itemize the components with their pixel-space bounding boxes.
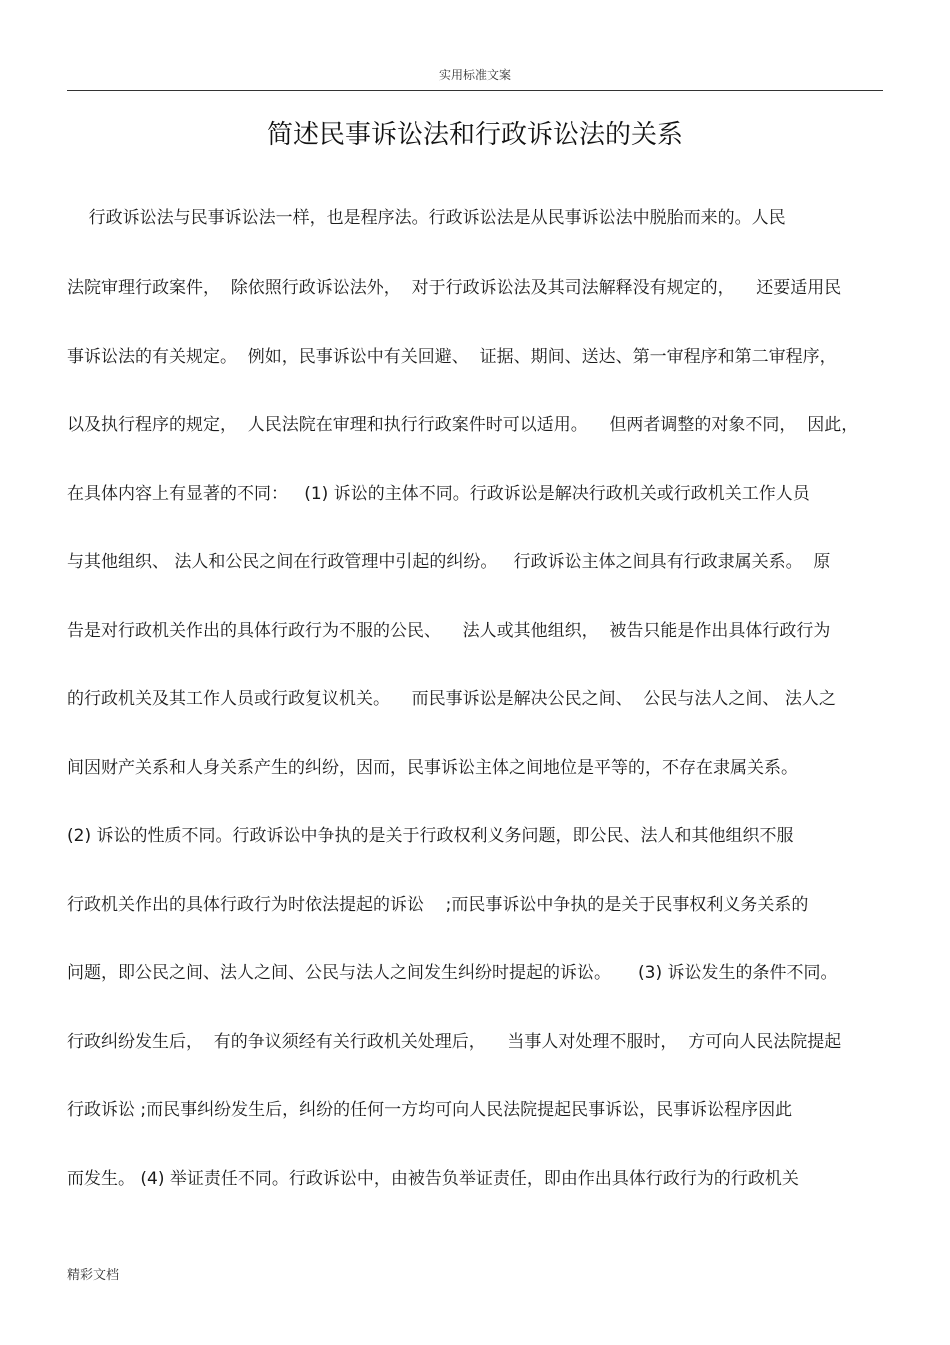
body-line: 行政机关作出的具体行政行为时依法提起的诉讼 ;而民事诉讼中争执的是关于民事权利义务关系的 <box>67 895 809 915</box>
body-line: 的行政机关及其工作人员或行政复议机关。 而民事诉讼是解决公民之间、 公民与法人之间、 法人之 <box>67 689 836 709</box>
body-line: 间因财产关系和人身关系产生的纠纷，因而，民事诉讼主体之间地位是平等的，不存在隶属关系。 <box>67 758 798 778</box>
body-line: 问题，即公民之间、法人之间、公民与法人之间发生纠纷时提起的诉讼。 (3) 诉讼发生的条件不同。 <box>67 963 838 983</box>
body-line: 行政诉讼法与民事诉讼法一样，也是程序法。行政诉讼法是从民事诉讼法中脱胎而来的。人民 <box>67 208 786 228</box>
body-line: 法院审理行政案件， 除依照行政诉讼法外， 对于行政诉讼法及其司法解释没有规定的， 还要适用民 <box>67 278 842 298</box>
page-header: 实用标准文案 <box>438 68 511 82</box>
body-line: 与其他组织、 法人和公民之间在行政管理中引起的纠纷。 行政诉讼主体之间具有行政隶属关系。 原 <box>67 552 831 572</box>
body-line: (2) 诉讼的性质不同。行政诉讼中争执的是关于行政权利义务问题，即公民、法人和其他组织不服 <box>67 826 794 846</box>
header-divider <box>67 90 883 91</box>
body-line: 事诉讼法的有关规定。 例如，民事诉讼中有关回避、 证据、期间、送达、第一审程序和第二审程序， <box>67 347 837 367</box>
document-title: 简述民事诉讼法和行政诉讼法的关系 <box>266 120 683 150</box>
page-footer: 精彩文档 <box>67 1268 120 1283</box>
body-line: 告是对行政机关作出的具体行政行为不服的公民、 法人或其他组织， 被告只能是作出具体行政行为 <box>67 621 831 641</box>
body-line: 行政诉讼 ;而民事纠纷发生后，纠纷的任何一方均可向人民法院提起民事诉讼，民事诉讼程序因此 <box>67 1100 793 1120</box>
body-line: 而发生。 (4) 举证责任不同。行政诉讼中，由被告负举证责任，即由作出具体行政行为的行政机关 <box>67 1169 799 1189</box>
body-line: 行政纠纷发生后， 有的争议须经有关行政机关处理后， 当事人对处理不服时， 方可向人民法院提起 <box>67 1032 842 1052</box>
body-line: 在具体内容上有显著的不同： (1) 诉讼的主体不同。行政诉讼是解决行政机关或行政机关工作人员 <box>67 484 810 504</box>
body-line: 以及执行程序的规定， 人民法院在审理和执行行政案件时可以适用。 但两者调整的对象不同， 因此， <box>67 415 859 435</box>
